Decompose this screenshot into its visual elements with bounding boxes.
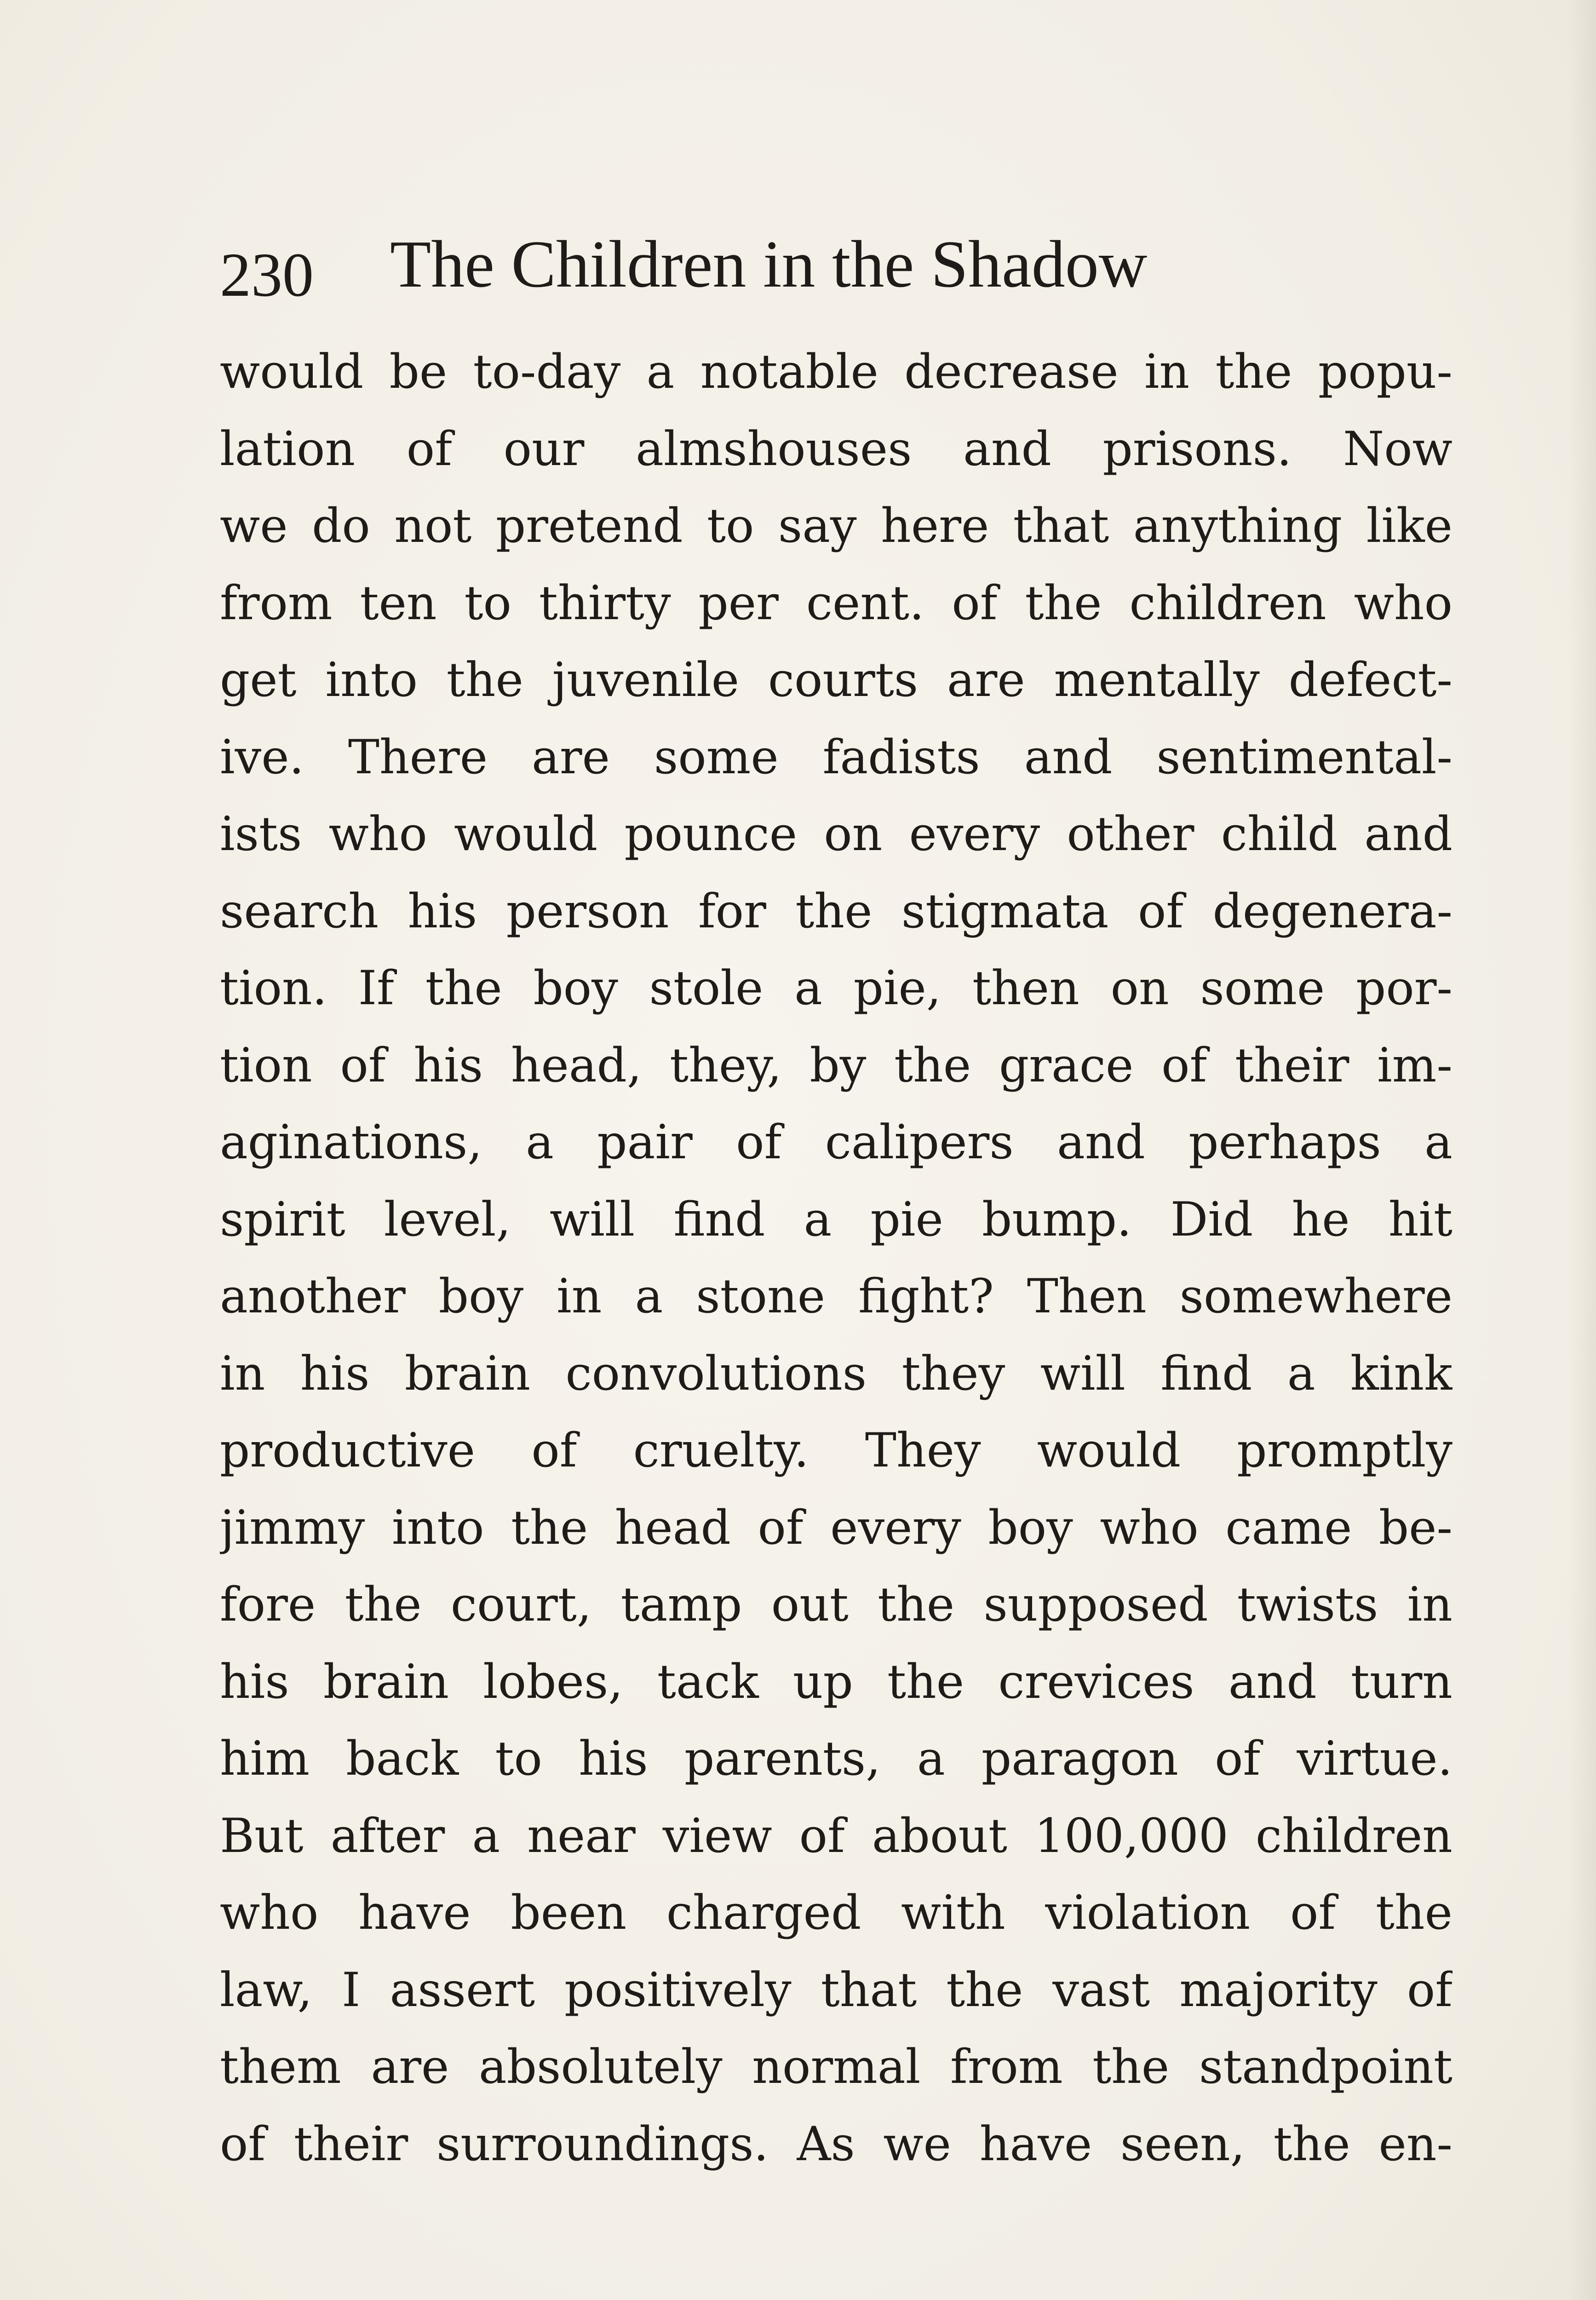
text-line: would be to-day a notable decrease in the popu- — [220, 345, 1452, 399]
text-line: productive of cruelty. They would promptly — [220, 1423, 1452, 1478]
page-edge-shadow — [1568, 0, 1596, 2300]
text-line: from ten to thirty per cent. of the children who — [220, 575, 1452, 631]
text-line: search his person for the stigmata of degenera- — [220, 884, 1452, 939]
text-line: fore the court, tamp out the supposed twists in — [220, 1577, 1452, 1632]
page-number: 230 — [220, 241, 314, 310]
text-line: tion of his head, they, by the grace of their im- — [220, 1038, 1452, 1093]
text-line: his brain lobes, tack up the crevices and turn — [220, 1654, 1452, 1709]
body-text — [220, 334, 1452, 2183]
text-line: of their surroundings. As we have seen, the en- — [220, 2116, 1452, 2172]
text-line: aginations, a pair of calipers and perhaps a — [220, 1115, 1452, 1170]
text-line: law, I assert positively that the vast majority of — [220, 1962, 1452, 2018]
text-line: ists who would pounce on every other child and — [220, 807, 1452, 862]
text-line: jimmy into the head of every boy who came be- — [220, 1500, 1452, 1555]
running-title: The Children in the Shadow — [390, 227, 1148, 301]
text-line: we do not pretend to say here that anything like — [220, 499, 1452, 553]
text-line: tion. If the boy stole a pie, then on some por- — [220, 961, 1452, 1016]
running-header — [220, 221, 1462, 313]
text-line: spirit level, will find a pie bump. Did he hit — [220, 1192, 1452, 1247]
text-line: another boy in a stone fight? Then somewhere — [220, 1269, 1452, 1324]
text-line: who have been charged with violation of the — [220, 1886, 1452, 1940]
text-line: lation of our almshouses and prisons. Now — [220, 421, 1452, 477]
text-line: in his brain convolutions they will find a kink — [220, 1346, 1452, 1401]
text-line: him back to his parents, a paragon of virtue. — [220, 1731, 1452, 1786]
text-line: get into the juvenile courts are mentally defect- — [220, 653, 1452, 707]
text-line: them are absolutely normal from the standpoint — [220, 2040, 1452, 2094]
text-line: But after a near view of about 100,000 children — [220, 1808, 1452, 1863]
text-line: ive. There are some fadists and sentimental- — [220, 730, 1452, 785]
